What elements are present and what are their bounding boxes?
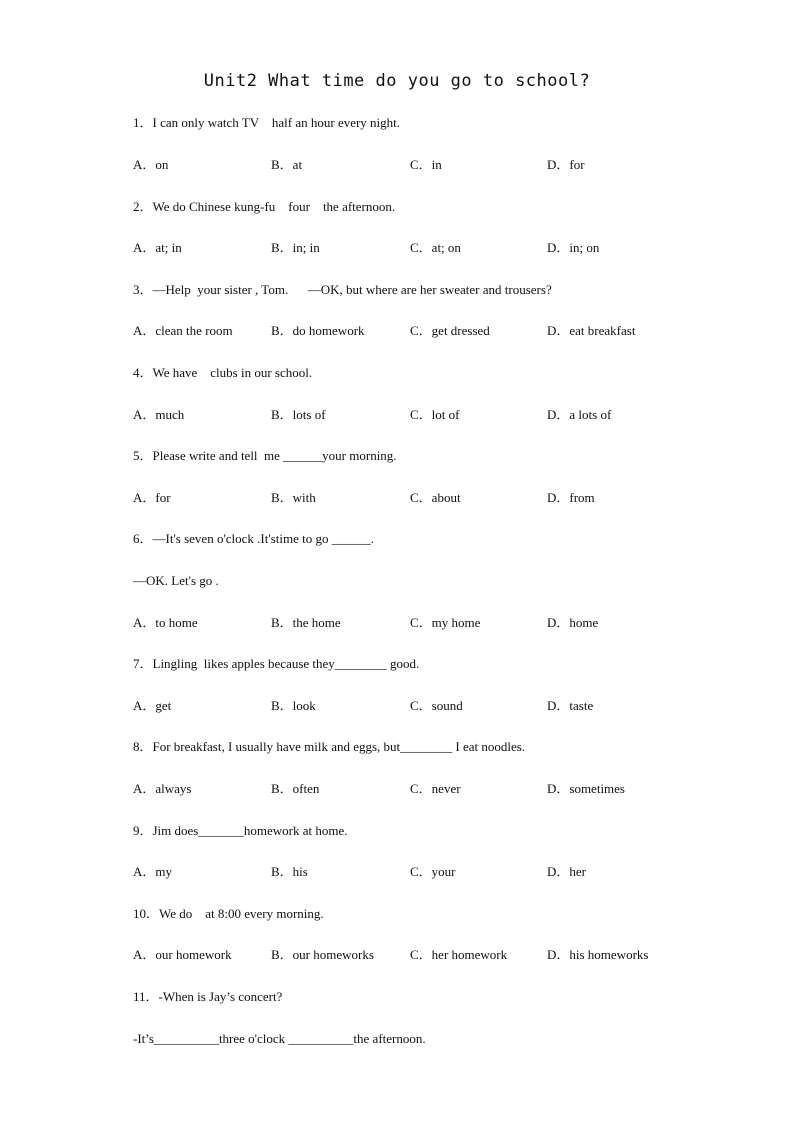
question-6-option-a: A．to home [133,615,198,630]
question-4-option-b: B．lots of [271,407,326,422]
question-6-option-b: B．the home [271,615,341,630]
question-2-option-b: B．in; in [271,240,320,255]
question-10-option-c: C．her homework [410,947,508,962]
question-4-option-a: A．much [133,407,185,422]
question-8-option-a: A．always [133,781,192,796]
question-4-option-c: C．lot of [410,407,460,422]
question-5-option-a: A．for [133,490,171,505]
question-2-stem: 2．We do Chinese kung-fu four the afternoon. [133,199,396,214]
question-2-option-c: C．at; on [410,240,461,255]
question-1-option-a: A．on [133,157,169,172]
question-1-option-c: C．in [410,157,442,172]
question-9-option-b: B．his [271,864,308,879]
question-11-reply: -It’s__________three o'clock __________the afternoon. [133,1031,426,1046]
question-2-option-d: D．in; on [547,240,600,255]
question-5-option-c: C．about [410,490,461,505]
question-4-stem: 4．We have clubs in our school. [133,365,313,380]
question-5-stem: 5．Please write and tell me ______your morning. [133,448,397,463]
question-11-stem: 11．-When is Jay’s concert? [133,989,283,1004]
question-10-option-a: A．our homework [133,947,232,962]
question-10-option-b: B．our homeworks [271,947,374,962]
question-9-stem: 9．Jim does_______homework at home. [133,823,348,838]
question-3-option-a: A．clean the room [133,323,233,338]
question-10-option-d: D．his homeworks [547,947,649,962]
question-2-option-a: A．at; in [133,240,182,255]
question-8-stem: 8．For breakfast, I usually have milk and eggs, but________ I eat noodles. [133,739,526,754]
question-7-option-b: B．look [271,698,316,713]
question-3-option-b: B．do homework [271,323,365,338]
question-3-option-c: C．get dressed [410,323,490,338]
question-9-option-a: A．my [133,864,173,879]
question-9-option-d: D．her [547,864,586,879]
worksheet-title: Unit2 What time do you go to school? [203,71,591,91]
question-7-stem: 7．Lingling likes apples because they________ good. [133,656,420,671]
question-8-option-c: C．never [410,781,461,796]
question-6-reply: —OK. Let's go . [133,573,219,588]
question-6-option-c: C．my home [410,615,481,630]
question-5-option-b: B．with [271,490,316,505]
question-1-option-d: D．for [547,157,585,172]
question-3-stem: 3．—Help your sister , Tom. —OK, but where are her sweater and trousers? [133,282,552,297]
question-6-option-d: D．home [547,615,599,630]
question-9-option-c: C．your [410,864,456,879]
question-8-option-b: B．often [271,781,320,796]
question-3-option-d: D．eat breakfast [547,323,636,338]
question-7-option-a: A．get [133,698,172,713]
question-1-stem: 1．I can only watch TV half an hour every night. [133,115,401,130]
question-7-option-c: C．sound [410,698,463,713]
question-8-option-d: D．sometimes [547,781,625,796]
question-5-option-d: D．from [547,490,595,505]
question-6-stem: 6．—It's seven o'clock .It'stime to go ______. [133,531,374,546]
question-1-option-b: B．at [271,157,303,172]
question-10-stem: 10．We do at 8:00 every morning. [133,906,324,921]
question-4-option-d: D．a lots of [547,407,612,422]
question-7-option-d: D．taste [547,698,594,713]
